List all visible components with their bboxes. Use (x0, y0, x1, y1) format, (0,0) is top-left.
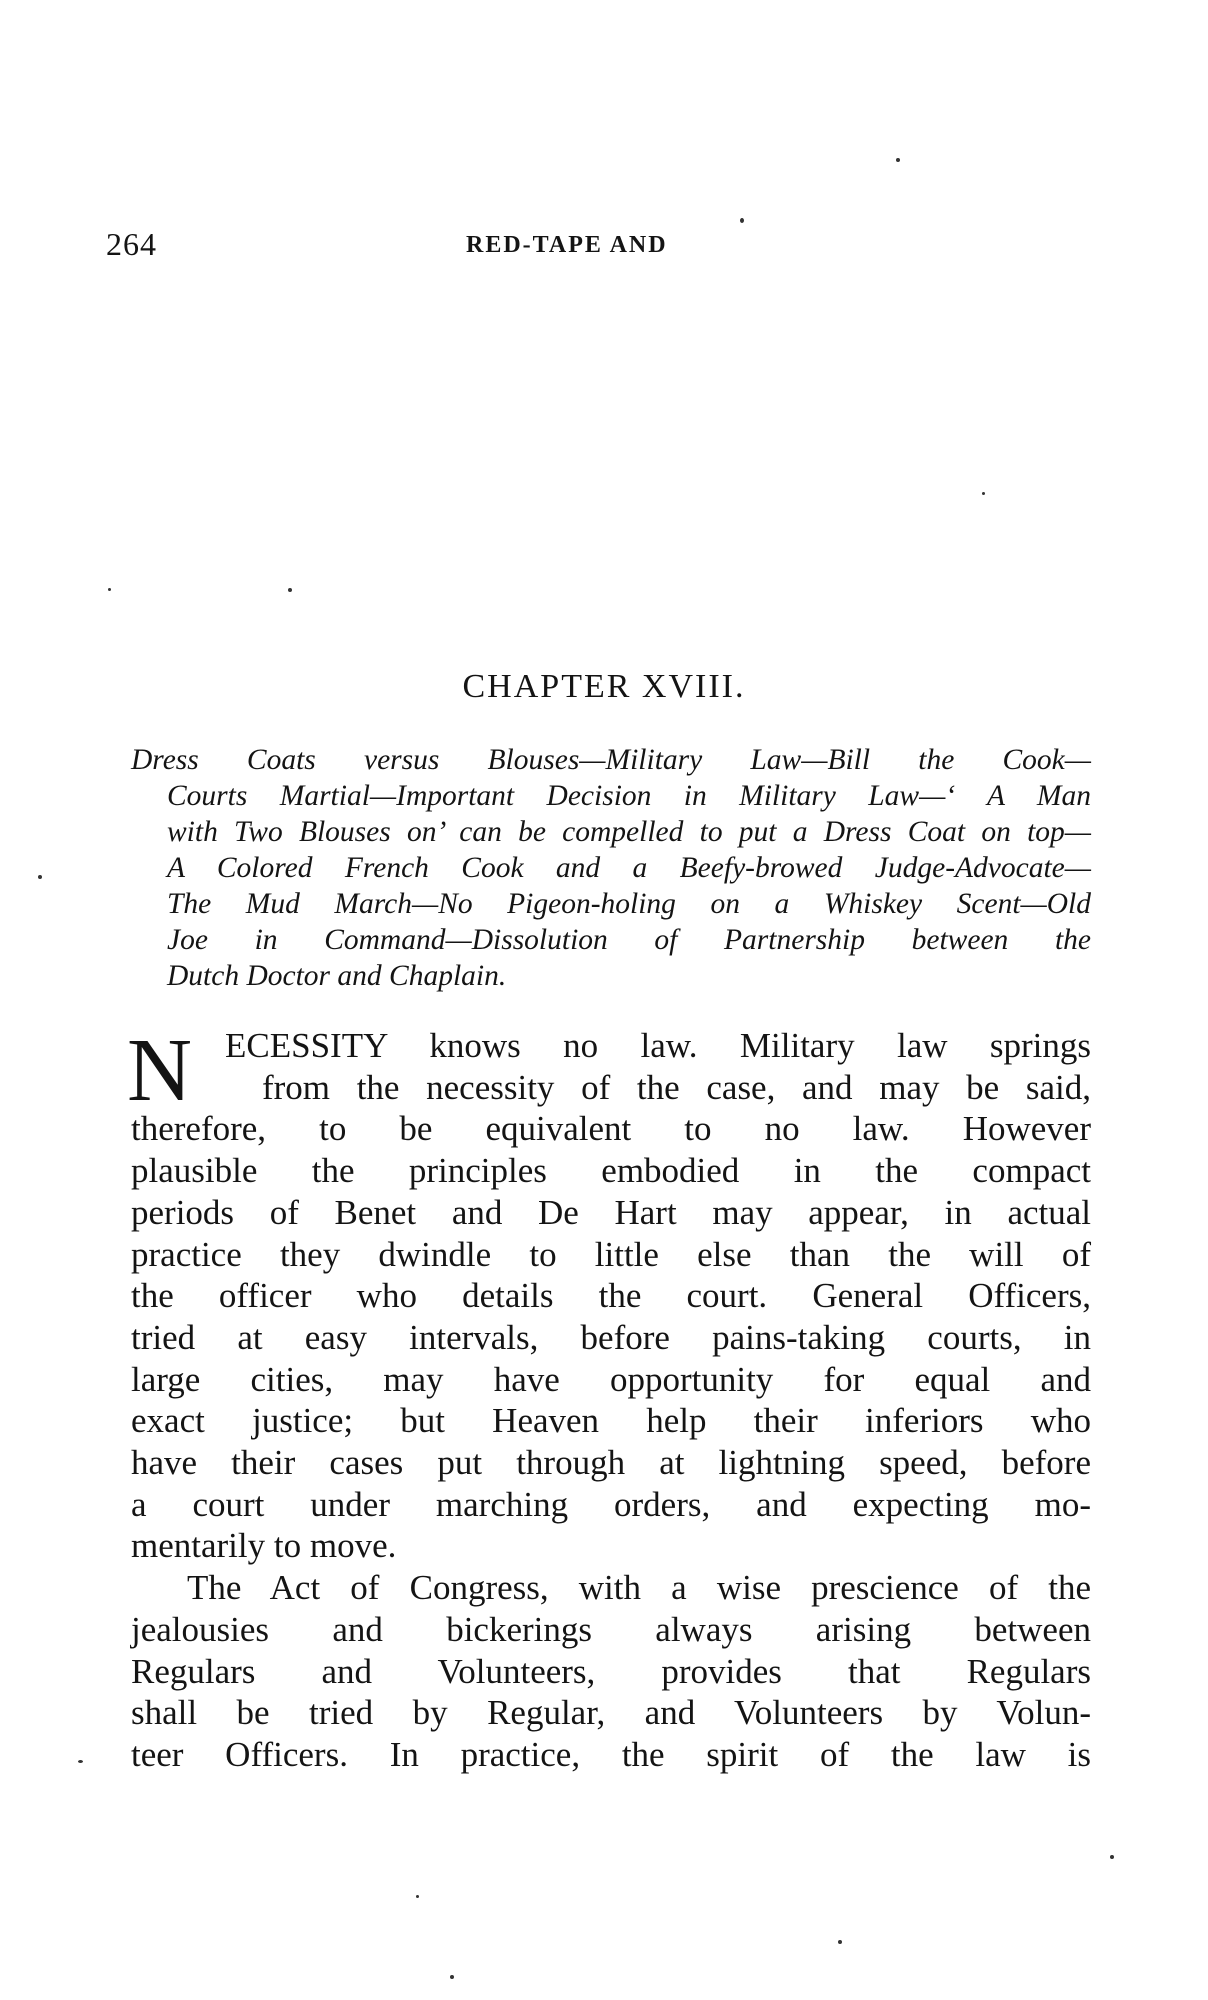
synopsis-line: A Colored French Cook and a Beefy-browed Judge-Advocate— (167, 852, 1091, 884)
body-line: tried at easy intervals, before pains-taking courts, in (131, 1317, 1091, 1357)
body-line: practice they dwindle to little else than the will of (131, 1234, 1091, 1274)
speck (740, 218, 744, 223)
running-title: RED-TAPE AND (466, 232, 668, 258)
speck (1110, 1855, 1114, 1859)
speck (416, 1895, 419, 1898)
speck (896, 158, 900, 162)
speck (78, 1760, 83, 1763)
running-head (106, 226, 1086, 266)
body-line: shall be tried by Regular, and Volunteers by Volun- (131, 1693, 1091, 1733)
synopsis-line: Joe in Command—Dissolution of Partnership between the (167, 924, 1091, 956)
synopsis-line: with Two Blouses on’ can be compelled to put a Dress Coat on top— (167, 816, 1091, 848)
speck (982, 492, 985, 495)
body-line: periods of Benet and De Hart may appear, in actual (131, 1192, 1091, 1232)
chapter-title: CHAPTER XVIII. (462, 668, 746, 705)
body-line: plausible the principles embodied in the compact (131, 1151, 1091, 1191)
synopsis-line: Dress Coats versus Blouses—Military Law—Bill the Cook— (131, 744, 1091, 776)
body-line: therefore, to be equivalent to no law. However (131, 1109, 1091, 1149)
body-line: jealousies and bickerings always arising between (131, 1609, 1091, 1649)
body-line: have their cases put through at lightning speed, before (131, 1443, 1091, 1483)
paragraph-1 (127, 1021, 1091, 1567)
synopsis-line: The Mud March—No Pigeon-holing on a Whiskey Scent—Old (167, 888, 1091, 920)
body-line: a court under marching orders, and expecting mo- (131, 1484, 1091, 1524)
body-line: mentarily to move. (131, 1526, 397, 1566)
synopsis-line: Dutch Doctor and Chaplain. (167, 960, 507, 992)
speck (108, 588, 111, 591)
body-line: ECESSITY knows no law. Military law springs (225, 1026, 1091, 1065)
synopsis-line: Courts Martial—Important Decision in Military Law—‘ A Man (167, 780, 1091, 812)
body-line: teer Officers. In practice, the spirit of the law is (131, 1734, 1091, 1774)
paragraph-2 (131, 1567, 1091, 1776)
speck (838, 1940, 842, 1944)
drop-cap: N (127, 1021, 192, 1120)
body-line: exact justice; but Heaven help their inferiors who (131, 1401, 1091, 1441)
chapter-synopsis (131, 742, 1091, 994)
body-line: The Act of Congress, with a wise prescience of the (187, 1568, 1091, 1608)
body-line: the officer who details the court. General Officers, (131, 1276, 1091, 1316)
body-line: Regulars and Volunteers, provides that Regulars (131, 1651, 1091, 1691)
speck (38, 875, 42, 879)
body-text (127, 1021, 1091, 1776)
body-line: from the necessity of the case, and may be said, (262, 1067, 1091, 1107)
speck (288, 588, 292, 592)
page-number: 264 (106, 226, 157, 262)
body-line: large cities, may have opportunity for equal and (131, 1359, 1091, 1399)
speck (450, 1975, 454, 1979)
